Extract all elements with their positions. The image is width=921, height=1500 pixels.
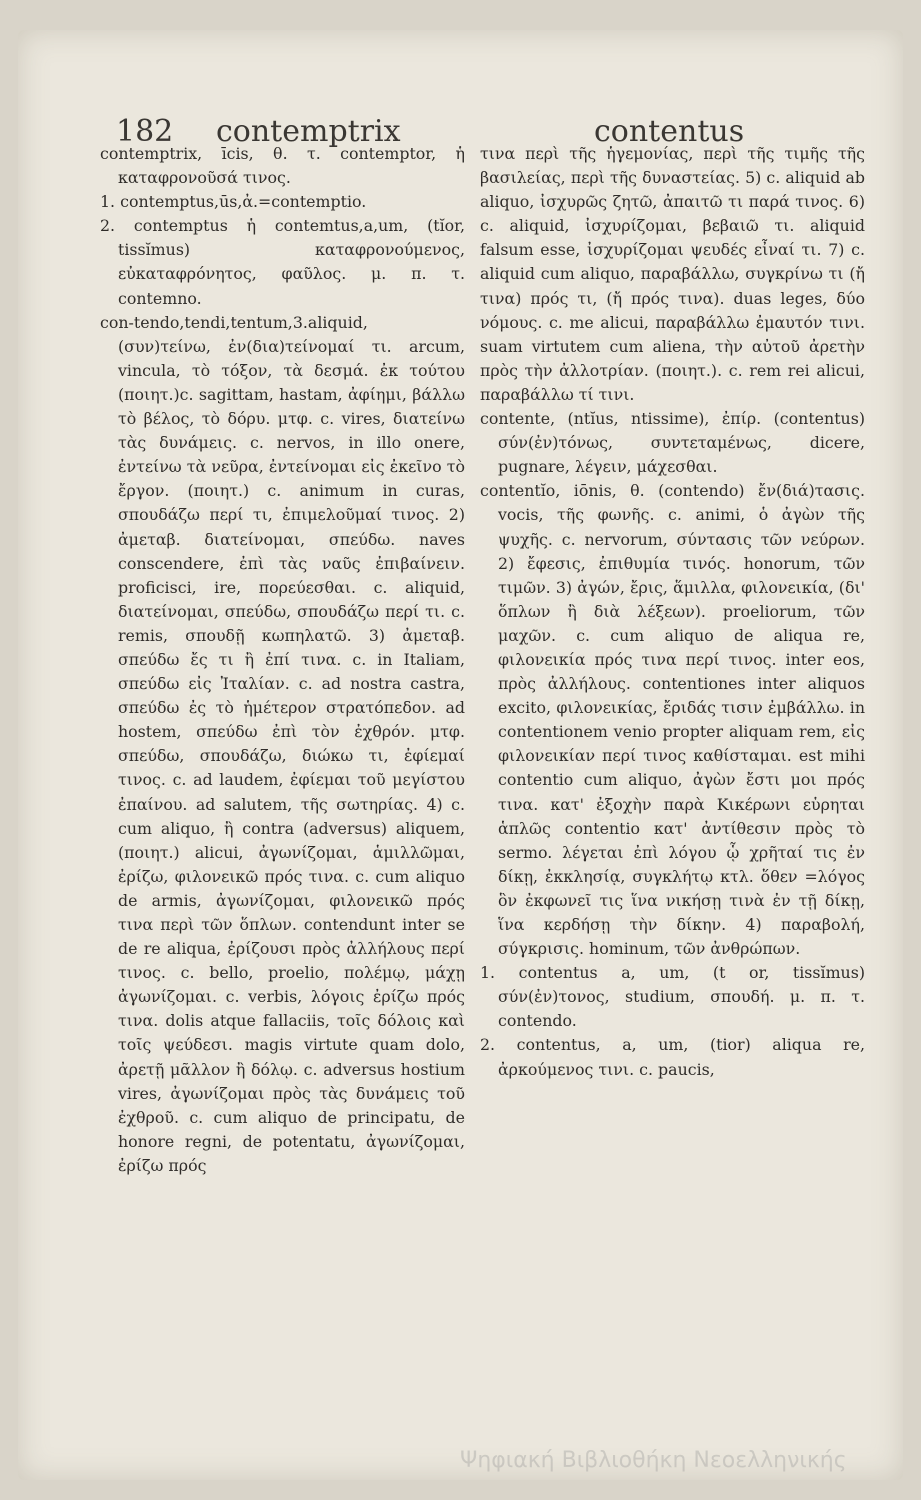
entry-contemptrix: contemptrix, īcis, θ. τ. contemptor, ἡ καταφρονοῦσά τινος.: [100, 144, 465, 188]
right-column: [480, 142, 865, 1082]
entry-contentus-1: 1. contentus a, um, (t or, tissĭmus) σύν(ἐν)τονος, studium, σπουδή. μ. π. τ. contendo.: [480, 963, 865, 1031]
left-guide-word: contemptrix: [216, 114, 401, 149]
entry-contemptus-1: 1. contemptus,ūs,ἀ.=contemptio.: [100, 192, 367, 212]
entry-contentus-2: 2. contentus, a, um, (tior) aliqua re, ἀρκούμενος τινι. c. paucis,: [480, 1035, 865, 1079]
entry-contemptus-2: 2. contemptus ἡ contemtus,a,um, (tĭor, tissĭmus) καταφρονούμενος, εὐκαταφρόνητος, φαῦλος. μ. π. τ. contemno.: [100, 216, 465, 308]
entry-contentio: contentĭo, iōnis, θ. (contendo) ἔν(διά)τασις. vocis, τῆς φωνῆς. c. animi, ὁ ἀγὼν τῆς ψυχῆς. c. nervorum, σύντασις τῶν νεύρων. 2) ἔφεσις, ἐπιθυμία τινός. honorum, τῶν τιμῶν. 3) ἀγών, ἔρις, ἅμιλλα, φιλονεικία, (δι' ὅπλων ἢ διὰ λέξεων). proeliorum, τῶν μαχῶν. c. cum aliquo de aliqua re, φιλονεικία πρός τινα περί τινος. inter eos, πρὸς ἀλλήλους. contentiones inter aliquos excito, φιλονεικίας, ἔριδάς τισιν ἐμβάλλω. in contentionem venio propter aliquam rem, εἰς φιλονεικίαν περί τινος καθίσταμαι. est mihi contentio cum aliquo, ἀγὼν ἔστι μοι πρός τινα. κατ' ἐξοχὴν παρὰ Κικέρωνι εὑρηται ἁπλῶς contentio κατ' ἀντίθεσιν πρὸς τὸ sermo. λέγεται ἐπὶ λόγου ᾧ χρῆταί τις ἐν δίκῃ, ἐκκλησίᾳ, συγκλήτῳ κτλ. ὅθεν =λόγος ὃν ἐκφωνεῖ τις ἵνα νικήσῃ τινὰ ἐν τῇ δίκῃ, ἵνα κερδήσῃ τὴν δίκην. 4) παραβολή, σύγκρισις. hominum, τῶν ἀνθρώπων.: [480, 481, 865, 959]
left-column: [100, 142, 465, 1178]
entry-contendo-continued: τινα περὶ τῆς ἡγεμονίας, περὶ τῆς τιμῆς τῆς βασιλείας, περὶ τῆς δυναστείας. 5) c. aliquid ab aliquo, ἰσχυρῶς ζητῶ, ἀπαιτῶ τι παρά τινος. 6) c. aliquid, ἰσχυρίζομαι, βεβαιῶ τι. aliquid falsum esse, ἰσχυρίζομαι ψευδές εἶναί τι. 7) c. aliquid cum aliquo, παραβάλλω, συγκρίνω τι (ἤ τινα) πρός τι, (ἤ πρός τινα). duas leges, δύο νόμους. c. me alicui, παραβάλλω ἐμαυτόν τινι. suam virtutem cum aliena, τὴν αὐτοῦ ἀρετὴν πρὸς τὴν ἀλλοτρίαν. (ποιητ.). c. rem rei alicui, παραβάλλω τί τινι.: [480, 144, 865, 404]
entry-contente: contente, (ntĭus, ntissime), ἐπίρ. (contentus) σύν(ἐν)τόνως, συντεταμένως, dicere, pugnare, λέγειν, μάχεσθαι.: [480, 409, 865, 477]
page-number: 182: [116, 114, 174, 149]
right-guide-word: contentus: [594, 114, 745, 149]
entry-contendo: con-tendo,tendi,tentum,3.aliquid, (συν)τείνω, ἐν(δια)τείνομαί τι. arcum, vincula, τὸ τόξον, τὰ δεσμά. ἐκ τούτου (ποιητ.)c. sagittam, hastam, ἀφίημι, βάλλω τὸ βέλος, τὸ δόρυ. μτφ. c. vires, διατείνω τὰς δυνάμεις. c. nervos, in illo onere, ἐντείνω τὰ νεῦρα, ἐντείνομαι εἰς ἐκεῖνο τὸ ἔργον. (ποιητ.) c. animum in curas, σπουδάζω περί τι, ἐπιμελοῦμαί τινος. 2) ἀμεταβ. διατείνομαι, σπεύδω. naves conscendere, ἐπὶ τὰς ναῦς ἐπιβαίνειν. proficisci, ire, πορεύεσθαι. c. aliquid, διατείνομαι, σπεύδω, σπουδάζω περί τι. c. remis, σπουδῇ κωπηλατῶ. 3) ἀμεταβ. σπεύδω ἔς τι ἢ ἐπί τινα. c. in Italiam, σπεύδω εἰς Ἰταλίαν. c. ad nostra castra, σπεύδω ἐς τὸ ἡμέτερον στρατόπεδον. ad hostem, σπεύδω ἐπὶ τὸν ἐχθρόν. μτφ. σπεύδω, σπουδάζω, διώκω τι, ἐφίεμαί τινος. c. ad laudem, ἐφίεμαι τοῦ μεγίστου ἐπαίνου. ad salutem, τῆς σωτηρίας. 4) c. cum aliquo, ἢ contra (adversus) aliquem, (ποιητ.) alicui, ἀγωνίζομαι, ἁμιλλῶμαι, ἐρίζω, φιλονεικῶ πρός τινα. c. cum aliquo de armis, ἀγωνίζομαι, φιλονεικῶ πρός τινα περὶ τῶν ὅπλων. contendunt inter se de re aliqua, ἐρίζουσι πρὸς ἀλλήλους περί τινος. c. bello, proelio, πολέμῳ, μάχῃ ἀγωνίζομαι. c. verbis, λόγοις ἐρίζω πρός τινα. dolis atque fallaciis, τοῖς δόλοις καὶ τοῖς ψεύδεσι. magis virtute quam dolo, ἀρετῇ μᾶλλον ἢ δόλῳ. c. adversus hostium vires, ἀγωνίζομαι πρὸς τὰς δυνάμεις τοῦ ἐχθροῦ. c. cum aliquo de principatu, de honore regni, de potentatu, ἀγωνίζομαι, ἐρίζω πρός: [100, 312, 465, 1175]
library-watermark: Ψηφιακή Βιβλιοθήκη Νεοελληνικής: [460, 1448, 847, 1473]
